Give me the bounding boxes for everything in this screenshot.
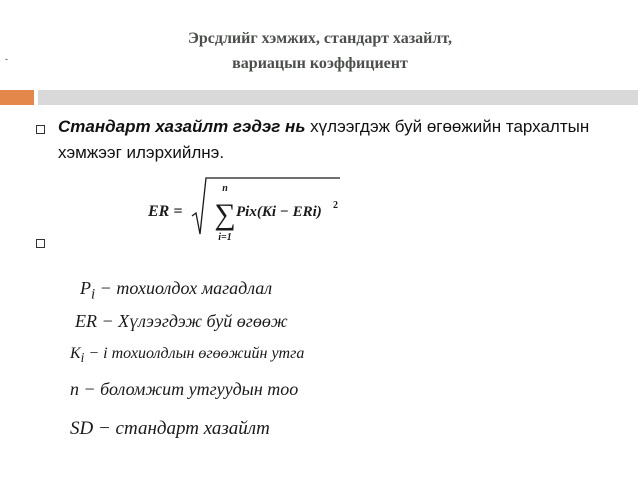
bullet-square-icon (36, 125, 45, 134)
def-subscript: i (80, 350, 85, 366)
definition-probability (80, 278, 272, 304)
expected-return-formula (148, 172, 348, 252)
def-symbol: ER (75, 311, 97, 331)
def-symbol: K (70, 345, 81, 362)
def-symbol: SD (70, 418, 94, 439)
accent-bar (0, 90, 34, 105)
definition-return-value (70, 345, 304, 366)
title-line-2: вариацын коэффициент (232, 55, 408, 72)
def-subscript: i (91, 286, 96, 303)
slide-title (120, 26, 520, 76)
sum-upper-limit: n (222, 183, 228, 194)
title-line-1: Эрсдлийг хэмжих, стандарт хазайлт, (188, 30, 452, 47)
def-text: − Хүлээгдэж буй өгөөж (97, 311, 288, 331)
paragraph-rest: хүлээгдэж буй өгөөжийн тархалтын хэмжээг илэрхийлнэ. (58, 117, 590, 162)
formula-body: Pix(Ki − ERi) (236, 204, 322, 220)
definition-count (70, 379, 298, 400)
definition-paragraph (58, 114, 628, 166)
def-symbol: n (70, 379, 79, 399)
definition-expected-return (75, 311, 288, 332)
formula-lhs: ER = (148, 203, 183, 220)
def-text: − боломжит утгуудын тоо (79, 379, 299, 399)
def-symbol: P (80, 278, 91, 298)
def-text: − i тохиолдлын өгөөжийн утга (84, 345, 305, 362)
definition-standard-deviation (70, 418, 270, 440)
def-text: − стандарт хазайлт (93, 418, 270, 439)
paragraph-lead: Стандарт хазайлт гэдэг нь (58, 117, 306, 136)
sum-lower-limit: i=1 (218, 232, 232, 243)
divider-bar (38, 90, 638, 105)
def-text: − тохиолдох магадлал (95, 278, 273, 298)
sigma-symbol: ∑ (214, 198, 236, 231)
formula-exponent: 2 (333, 200, 338, 211)
bullet-square-icon (36, 239, 45, 248)
corner-mark: - (5, 54, 8, 64)
